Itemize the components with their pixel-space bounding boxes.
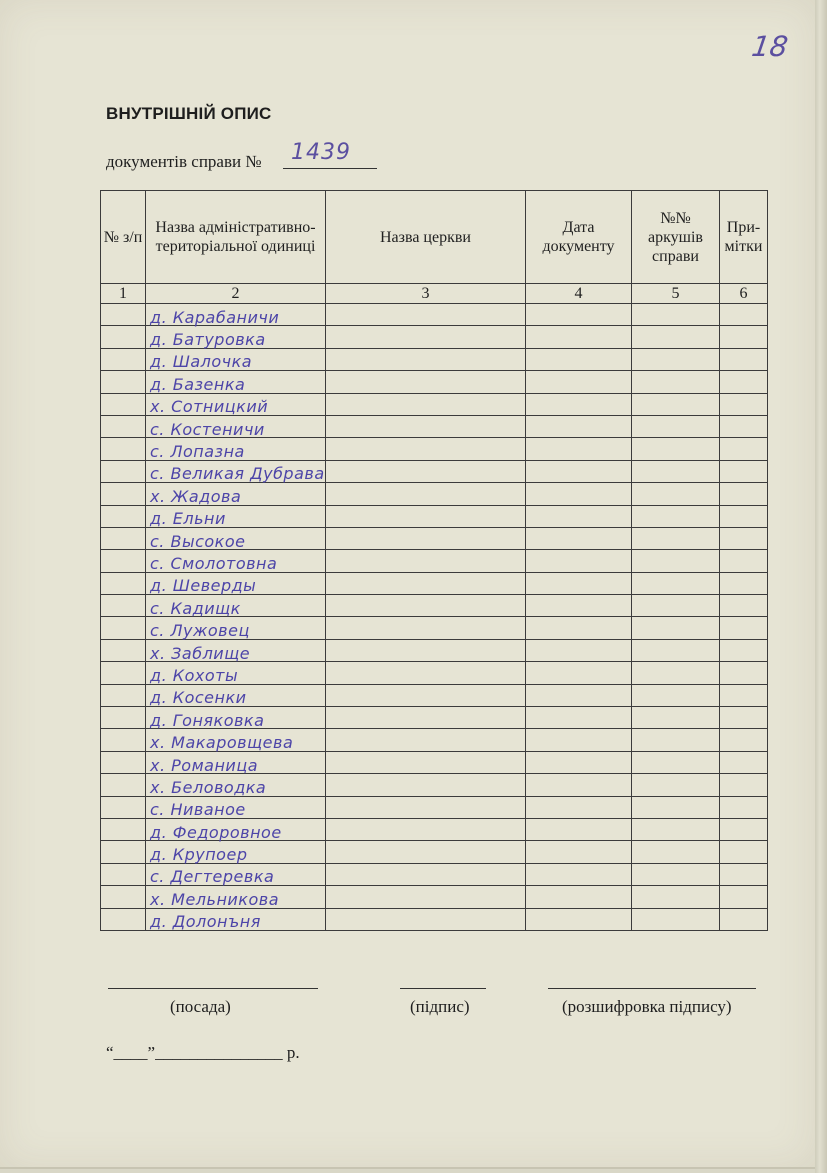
empty-cell	[326, 796, 526, 818]
empty-cell	[632, 886, 720, 908]
empty-cell	[720, 774, 768, 796]
admin-unit-cell	[146, 886, 326, 908]
empty-cell	[632, 863, 720, 885]
decoding-label: (розшифровка підпису)	[562, 997, 732, 1016]
empty-cell	[101, 505, 146, 527]
empty-cell	[101, 684, 146, 706]
empty-cell	[720, 841, 768, 863]
empty-cell	[326, 393, 526, 415]
admin-unit-cell	[146, 707, 326, 729]
column-number: 6	[720, 284, 768, 304]
table-row	[101, 908, 768, 930]
admin-unit-name: с. Высокое	[150, 531, 246, 551]
empty-cell	[326, 617, 526, 639]
admin-unit-name: х. Романица	[150, 755, 259, 775]
admin-unit-cell	[146, 684, 326, 706]
table-row	[101, 796, 768, 818]
table-row	[101, 639, 768, 661]
admin-unit-cell	[146, 841, 326, 863]
empty-cell	[720, 729, 768, 751]
admin-unit-name: х. Беловодка	[150, 777, 267, 797]
empty-cell	[526, 617, 632, 639]
admin-unit-name: с. Ниваное	[150, 800, 246, 820]
header-sheets: №№ аркушів справи	[632, 191, 720, 284]
admin-unit-cell	[146, 863, 326, 885]
empty-cell	[101, 393, 146, 415]
table-row	[101, 348, 768, 370]
empty-cell	[632, 751, 720, 773]
admin-unit-name: д. Гоняковка	[150, 710, 265, 730]
empty-cell	[632, 707, 720, 729]
empty-cell	[720, 483, 768, 505]
empty-cell	[101, 527, 146, 549]
admin-unit-name: с. Кадищк	[150, 598, 241, 618]
empty-cell	[101, 863, 146, 885]
table-row	[101, 707, 768, 729]
admin-unit-name: х. Заблище	[150, 643, 251, 663]
empty-cell	[720, 684, 768, 706]
empty-cell	[326, 460, 526, 482]
empty-cell	[720, 595, 768, 617]
header-admin-unit: Назва адміністративно-територіальної одиниці	[146, 191, 326, 284]
table-row	[101, 527, 768, 549]
column-number: 3	[326, 284, 526, 304]
empty-cell	[101, 707, 146, 729]
empty-cell	[526, 483, 632, 505]
empty-cell	[526, 684, 632, 706]
empty-cell	[101, 639, 146, 661]
column-number: 4	[526, 284, 632, 304]
empty-cell	[101, 841, 146, 863]
table-row	[101, 729, 768, 751]
page-number: 18	[749, 30, 790, 63]
signature-label: (підпис)	[410, 997, 470, 1016]
empty-cell	[632, 415, 720, 437]
empty-cell	[101, 371, 146, 393]
admin-unit-cell	[146, 572, 326, 594]
column-number: 2	[146, 284, 326, 304]
signature-line	[400, 988, 486, 989]
empty-cell	[632, 662, 720, 684]
admin-unit-cell	[146, 483, 326, 505]
empty-cell	[632, 438, 720, 460]
empty-cell	[632, 550, 720, 572]
table-row	[101, 841, 768, 863]
empty-cell	[101, 729, 146, 751]
empty-cell	[526, 550, 632, 572]
empty-cell	[632, 841, 720, 863]
admin-unit-name: х. Сотницкий	[150, 397, 269, 417]
empty-cell	[101, 348, 146, 370]
empty-cell	[720, 572, 768, 594]
empty-cell	[632, 326, 720, 348]
empty-cell	[526, 796, 632, 818]
empty-cell	[720, 371, 768, 393]
table-row	[101, 595, 768, 617]
empty-cell	[326, 572, 526, 594]
admin-unit-cell	[146, 326, 326, 348]
admin-unit-name: д. Базенка	[150, 374, 246, 394]
empty-cell	[632, 908, 720, 930]
empty-cell	[526, 505, 632, 527]
admin-unit-cell	[146, 774, 326, 796]
empty-cell	[526, 527, 632, 549]
empty-cell	[526, 863, 632, 885]
table-row	[101, 438, 768, 460]
admin-unit-name: с. Великая Дубрава	[150, 464, 325, 484]
position-signature-line	[108, 988, 318, 989]
empty-cell	[720, 550, 768, 572]
empty-cell	[101, 796, 146, 818]
header-church: Назва церкви	[326, 191, 526, 284]
admin-unit-name: д. Ельни	[150, 509, 226, 529]
empty-cell	[326, 886, 526, 908]
admin-unit-name: д. Долонъня	[150, 912, 261, 932]
admin-unit-name: х. Мельникова	[150, 889, 279, 909]
column-number-row	[101, 284, 768, 304]
admin-unit-cell	[146, 639, 326, 661]
admin-unit-cell	[146, 751, 326, 773]
empty-cell	[632, 572, 720, 594]
empty-cell	[526, 908, 632, 930]
empty-cell	[101, 304, 146, 326]
admin-unit-cell	[146, 796, 326, 818]
empty-cell	[632, 774, 720, 796]
admin-unit-name: с. Смолотовна	[150, 553, 278, 573]
empty-cell	[720, 751, 768, 773]
admin-unit-cell	[146, 438, 326, 460]
empty-cell	[326, 863, 526, 885]
empty-cell	[326, 908, 526, 930]
empty-cell	[326, 729, 526, 751]
empty-cell	[326, 438, 526, 460]
empty-cell	[720, 662, 768, 684]
empty-cell	[632, 818, 720, 840]
table-row	[101, 550, 768, 572]
empty-cell	[632, 684, 720, 706]
empty-cell	[326, 415, 526, 437]
empty-cell	[720, 505, 768, 527]
empty-cell	[526, 751, 632, 773]
empty-cell	[632, 348, 720, 370]
empty-cell	[101, 483, 146, 505]
empty-cell	[632, 483, 720, 505]
empty-cell	[720, 707, 768, 729]
empty-cell	[632, 393, 720, 415]
table-row	[101, 393, 768, 415]
admin-unit-name: д. Шалочка	[150, 352, 253, 372]
empty-cell	[526, 348, 632, 370]
inventory-table	[100, 190, 768, 931]
empty-cell	[326, 483, 526, 505]
empty-cell	[632, 505, 720, 527]
empty-cell	[101, 438, 146, 460]
empty-cell	[326, 751, 526, 773]
empty-cell	[101, 617, 146, 639]
empty-cell	[526, 729, 632, 751]
admin-unit-name: с. Костеничи	[150, 419, 265, 439]
empty-cell	[720, 460, 768, 482]
admin-unit-cell	[146, 393, 326, 415]
admin-unit-name: с. Дегтеревка	[150, 867, 275, 887]
table-row	[101, 505, 768, 527]
empty-cell	[720, 796, 768, 818]
empty-cell	[326, 505, 526, 527]
admin-unit-name: д. Карабаничи	[150, 307, 280, 327]
empty-cell	[720, 326, 768, 348]
admin-unit-cell	[146, 415, 326, 437]
empty-cell	[101, 415, 146, 437]
admin-unit-cell	[146, 662, 326, 684]
header-number: № з/п	[101, 191, 146, 284]
empty-cell	[720, 304, 768, 326]
page-edge	[815, 0, 827, 1173]
empty-cell	[632, 796, 720, 818]
empty-cell	[720, 348, 768, 370]
empty-cell	[101, 460, 146, 482]
table-row	[101, 371, 768, 393]
empty-cell	[720, 818, 768, 840]
empty-cell	[720, 908, 768, 930]
table-row	[101, 662, 768, 684]
empty-cell	[101, 550, 146, 572]
admin-unit-cell	[146, 908, 326, 930]
admin-unit-name: д. Федоровное	[150, 822, 282, 842]
empty-cell	[101, 662, 146, 684]
table-row	[101, 751, 768, 773]
table-row	[101, 818, 768, 840]
empty-cell	[526, 415, 632, 437]
admin-unit-cell	[146, 460, 326, 482]
admin-unit-cell	[146, 371, 326, 393]
table-row	[101, 572, 768, 594]
admin-unit-cell	[146, 304, 326, 326]
empty-cell	[326, 326, 526, 348]
date-line: “____”_______________ р.	[106, 1043, 300, 1062]
table-row	[101, 617, 768, 639]
empty-cell	[526, 841, 632, 863]
column-number: 1	[101, 284, 146, 304]
empty-cell	[526, 438, 632, 460]
decoding-signature-line	[548, 988, 756, 989]
admin-unit-cell	[146, 729, 326, 751]
table-row	[101, 684, 768, 706]
empty-cell	[326, 639, 526, 661]
admin-unit-cell	[146, 505, 326, 527]
table-header-row	[101, 191, 768, 284]
admin-unit-cell	[146, 595, 326, 617]
empty-cell	[326, 595, 526, 617]
empty-cell	[326, 304, 526, 326]
table-row	[101, 774, 768, 796]
empty-cell	[632, 460, 720, 482]
empty-cell	[326, 550, 526, 572]
empty-cell	[632, 729, 720, 751]
empty-cell	[720, 393, 768, 415]
empty-cell	[101, 326, 146, 348]
empty-cell	[526, 393, 632, 415]
admin-unit-name: х. Макаровщева	[150, 733, 294, 753]
admin-unit-name: д. Крупоер	[150, 845, 248, 865]
empty-cell	[101, 908, 146, 930]
empty-cell	[526, 460, 632, 482]
empty-cell	[632, 617, 720, 639]
empty-cell	[326, 841, 526, 863]
admin-unit-name: д. Батуровка	[150, 330, 266, 350]
empty-cell	[526, 595, 632, 617]
table-row	[101, 483, 768, 505]
empty-cell	[101, 751, 146, 773]
empty-cell	[526, 639, 632, 661]
empty-cell	[101, 595, 146, 617]
document-subtitle: документів справи №	[106, 152, 262, 171]
empty-cell	[101, 774, 146, 796]
empty-cell	[326, 662, 526, 684]
empty-cell	[326, 371, 526, 393]
admin-unit-name: д. Косенки	[150, 688, 247, 708]
admin-unit-name: с. Лужовец	[150, 621, 250, 641]
admin-unit-cell	[146, 348, 326, 370]
admin-unit-cell	[146, 527, 326, 549]
empty-cell	[632, 595, 720, 617]
empty-cell	[526, 371, 632, 393]
admin-unit-cell	[146, 818, 326, 840]
empty-cell	[526, 774, 632, 796]
header-date: Дата документу	[526, 191, 632, 284]
empty-cell	[326, 684, 526, 706]
empty-cell	[720, 527, 768, 549]
empty-cell	[526, 707, 632, 729]
empty-cell	[526, 662, 632, 684]
empty-cell	[720, 639, 768, 661]
table-row	[101, 886, 768, 908]
empty-cell	[101, 818, 146, 840]
empty-cell	[632, 304, 720, 326]
empty-cell	[326, 818, 526, 840]
position-label: (посада)	[170, 997, 231, 1016]
admin-unit-name: д. Шеверды	[150, 576, 257, 596]
empty-cell	[526, 326, 632, 348]
admin-unit-name: с. Лопазна	[150, 442, 245, 462]
empty-cell	[720, 415, 768, 437]
table-row	[101, 304, 768, 326]
empty-cell	[720, 617, 768, 639]
empty-cell	[526, 886, 632, 908]
admin-unit-name: х. Жадова	[150, 486, 242, 506]
empty-cell	[632, 527, 720, 549]
empty-cell	[720, 438, 768, 460]
empty-cell	[526, 572, 632, 594]
table-row	[101, 326, 768, 348]
empty-cell	[720, 886, 768, 908]
empty-cell	[326, 527, 526, 549]
empty-cell	[526, 818, 632, 840]
empty-cell	[720, 863, 768, 885]
empty-cell	[326, 774, 526, 796]
header-notes: При-мітки	[720, 191, 768, 284]
admin-unit-cell	[146, 550, 326, 572]
column-number: 5	[632, 284, 720, 304]
admin-unit-cell	[146, 617, 326, 639]
table-row	[101, 863, 768, 885]
empty-cell	[632, 639, 720, 661]
case-number: 1439	[283, 140, 377, 169]
empty-cell	[101, 572, 146, 594]
admin-unit-name: д. Кохоты	[150, 665, 239, 685]
empty-cell	[526, 304, 632, 326]
empty-cell	[326, 348, 526, 370]
document-title: ВНУТРІШНІЙ ОПИС	[106, 104, 272, 123]
empty-cell	[101, 886, 146, 908]
empty-cell	[632, 371, 720, 393]
empty-cell	[326, 707, 526, 729]
table-row	[101, 460, 768, 482]
table-row	[101, 415, 768, 437]
